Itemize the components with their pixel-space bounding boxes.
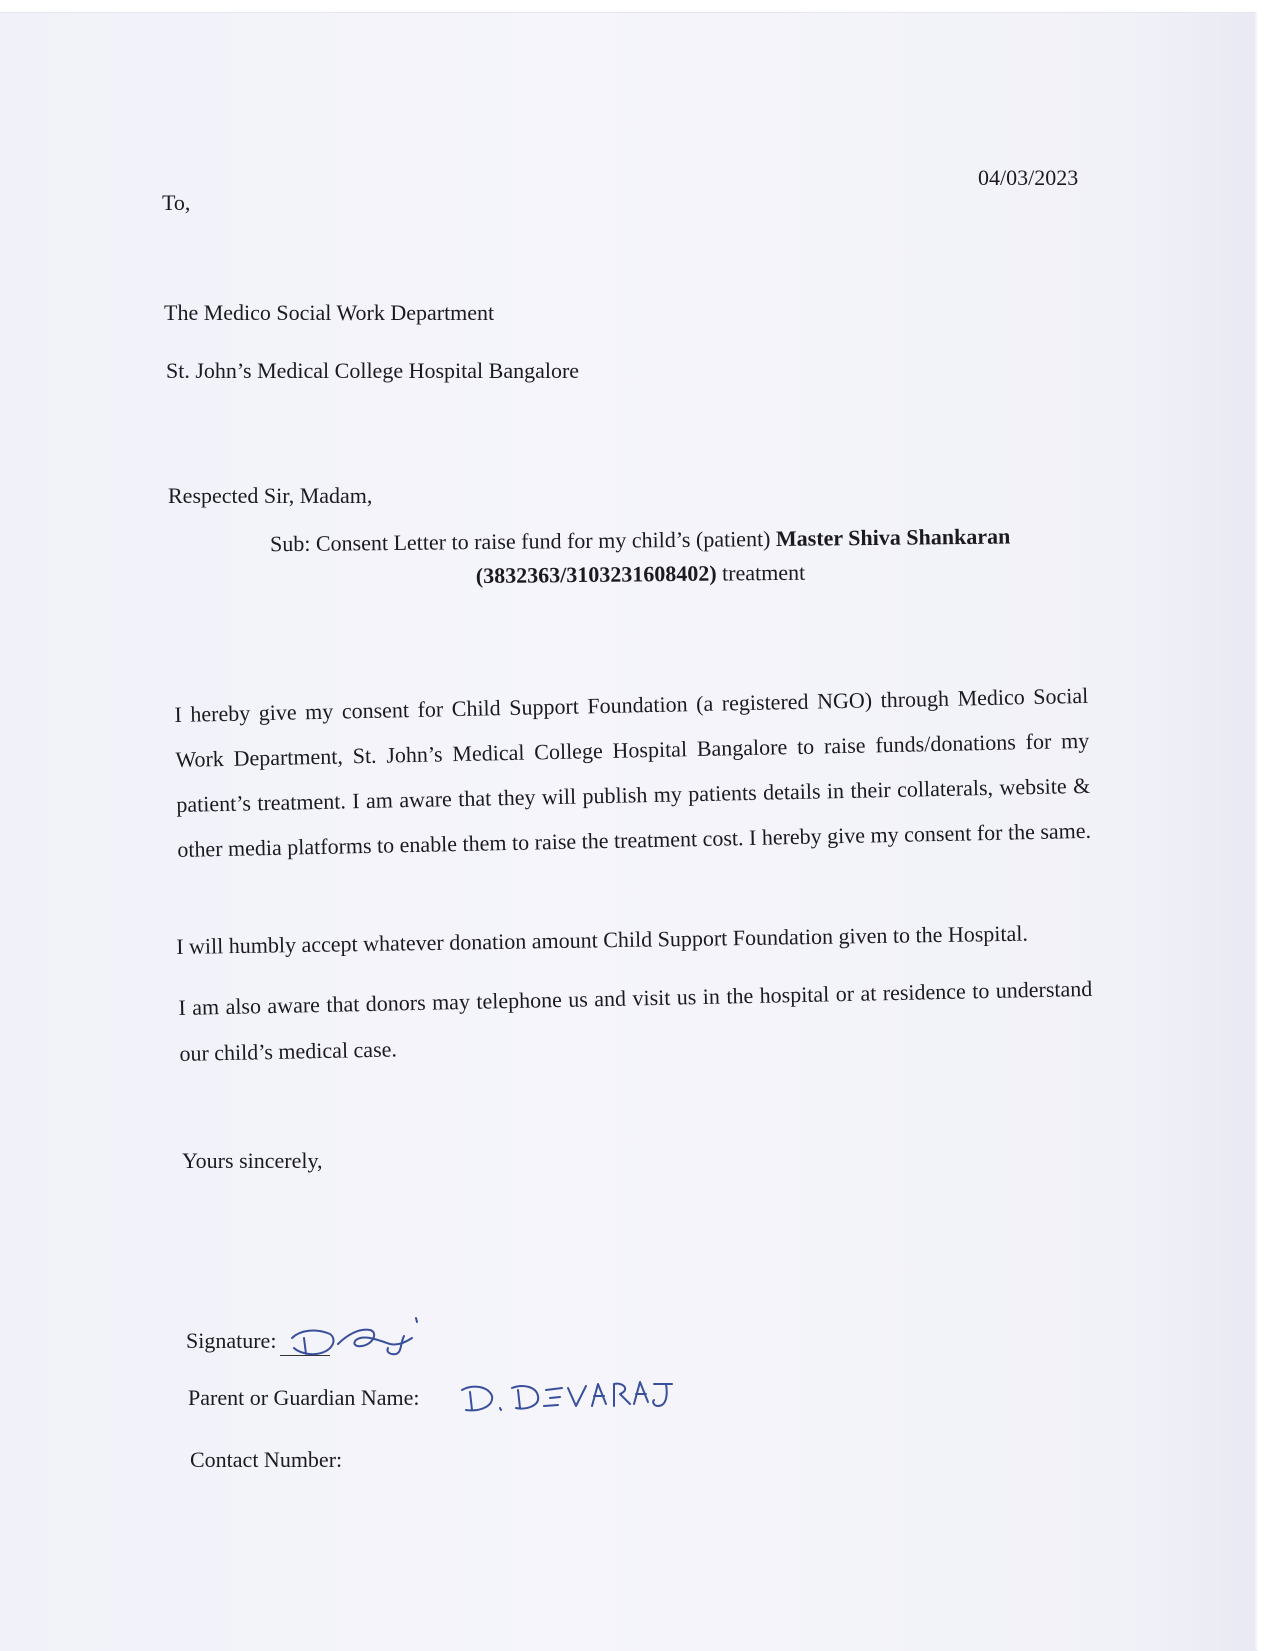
guardian-name-label: Parent or Guardian Name: <box>188 1385 420 1410</box>
subject-suffix: treatment <box>716 559 806 586</box>
paper-edge <box>1254 12 1258 1650</box>
handwritten-guardian-name <box>458 1376 678 1420</box>
body-paragraph-donation: I will humbly accept whatever donation amount Child Support Foundation given to the Hospital. <box>176 920 1029 959</box>
subject-prefix: Sub: Consent Letter to raise fund for my child’s (patient) <box>269 525 777 557</box>
signature-label: Signature: <box>186 1328 277 1353</box>
contact-number-label: Contact Number: <box>190 1447 343 1472</box>
handwritten-signature <box>286 1300 446 1356</box>
letter-date: 04/03/2023 <box>978 165 1079 190</box>
patient-id: (3832363/3103231608402) <box>475 560 717 589</box>
patient-name: Master Shiva Shankaran <box>775 523 1011 551</box>
body-paragraph-consent: I hereby give my consent for Child Support Foundation (a registered NGO) through Medico Social Work Department, St. John’s Medical College Hospital Bangalore to raise funds/donations for my patient’s treatment. I am aware that they will publish my patients details in their collaterals, website & other media platforms to enable them to raise the treatment cost. I hereby give my consent for the same. <box>174 682 1092 862</box>
body-paragraph-donors: I am also aware that donors may telephone us and visit us in the hospital or at residence to understand our child’s medical case. <box>178 975 1093 1066</box>
salutation: Respected Sir, Madam, <box>168 483 373 508</box>
addressee-to: To, <box>162 190 191 215</box>
recipient-line-2: St. John’s Medical College Hospital Bangalore <box>166 358 580 383</box>
recipient-line-1: The Medico Social Work Department <box>164 300 495 325</box>
subject-line <box>200 519 1081 596</box>
closing: Yours sincerely, <box>182 1148 323 1173</box>
